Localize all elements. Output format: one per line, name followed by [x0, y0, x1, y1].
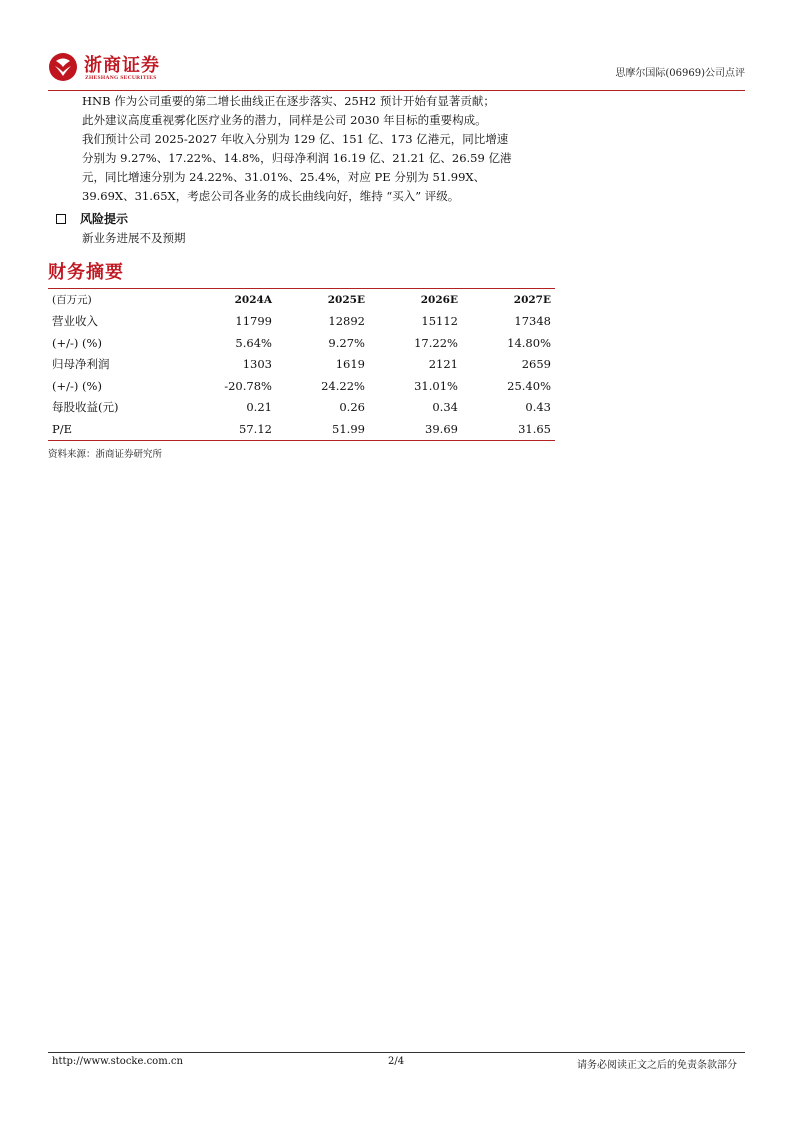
- body-line: HNB 作为公司重要的第二增长曲线正在逐步落实、25H2 预计开始有显著贡献；: [82, 94, 495, 108]
- risk-text: 新业务进展不及预期: [82, 231, 186, 245]
- table-cell: 25.40%: [507, 378, 551, 393]
- logo-emblem-icon: [48, 52, 78, 82]
- summary-paragraph: [82, 92, 552, 206]
- column-header: 2026E: [420, 293, 458, 306]
- table-cell: 39.69: [425, 421, 458, 436]
- row-label: 每股收益(元): [52, 400, 119, 415]
- logo-english-name: ZHESHANG SECURITIES: [85, 75, 157, 81]
- table-cell: 57.12: [239, 421, 272, 436]
- column-header: 2024A: [234, 293, 272, 306]
- page-footer: [48, 1052, 745, 1071]
- column-header: 2027E: [513, 293, 551, 306]
- table-cell: 12892: [328, 314, 365, 329]
- table-cell: 14.80%: [507, 335, 551, 350]
- body-line: 分别为 9.27%、17.22%、14.8%，归母净利润 16.19 亿、21.21 亿、26.59 亿港: [82, 151, 512, 165]
- column-header: 2025E: [327, 293, 365, 306]
- footer-url-link[interactable]: http://www.stocke.com.cn: [52, 1056, 183, 1067]
- footer-disclaimer: 请务必阅读正文之后的免责条款部分: [577, 1060, 737, 1071]
- table-row: [48, 418, 555, 440]
- table-cell: 51.99: [332, 421, 365, 436]
- table-cell: 1303: [242, 357, 272, 372]
- row-label: (+/-) (%): [52, 335, 102, 350]
- body-line: 元，同比增速分别为 24.22%、31.01%、25.4%，对应 PE 分别为 51.99X、: [82, 170, 486, 184]
- table-cell: 2121: [428, 357, 458, 372]
- company-logo: [48, 50, 188, 86]
- risk-section: [56, 210, 186, 245]
- table-row: [48, 375, 555, 397]
- table-row: [48, 311, 555, 333]
- table-cell: 0.43: [525, 400, 551, 415]
- table-cell: 15112: [421, 314, 458, 329]
- table-cell: 0.34: [432, 400, 458, 415]
- table-cell: 24.22%: [321, 378, 365, 393]
- column-header: (百万元): [52, 294, 92, 307]
- logo-chinese-name: 浙商证券: [84, 55, 160, 76]
- table-row: [48, 397, 555, 419]
- row-label: P/E: [52, 421, 73, 436]
- financial-summary-title: 财务摘要: [48, 262, 124, 283]
- table-row: [48, 332, 555, 354]
- table-cell: 11799: [235, 314, 272, 329]
- financial-summary-table: [48, 288, 555, 441]
- risk-heading: [56, 210, 128, 227]
- data-source-note: 资料来源：浙商证券研究所: [48, 449, 163, 460]
- row-label: 营业收入: [52, 314, 98, 329]
- table-cell: 17348: [514, 314, 551, 329]
- table-cell: 2659: [521, 357, 551, 372]
- risk-title: 风险提示: [80, 212, 129, 226]
- body-line: 39.69X、31.65X，考虑公司各业务的成长曲线向好，维持 “买入” 评级。: [82, 189, 460, 203]
- table-cell: 31.65: [518, 421, 551, 436]
- square-bullet-icon: [56, 214, 66, 224]
- table-cell: 9.27%: [328, 335, 365, 350]
- page-header: [48, 50, 745, 91]
- table-cell: 31.01%: [414, 378, 458, 393]
- body-line: 我们预计公司 2025-2027 年收入分别为 129 亿、151 亿、173 亿港元，同比增速: [82, 132, 509, 146]
- body-line: 此外建议高度重视雾化医疗业务的潜力，同样是公司 2030 年目标的重要构成。: [82, 113, 487, 127]
- table-cell: 5.64%: [235, 335, 272, 350]
- table-header-row: [48, 289, 555, 311]
- row-label: 归母净利润: [52, 357, 110, 372]
- table-cell: 17.22%: [414, 335, 458, 350]
- report-label: 思摩尔国际(06969)公司点评: [615, 68, 745, 79]
- table-row: [48, 354, 555, 376]
- table-cell: 0.26: [339, 400, 365, 415]
- table-cell: 0.21: [246, 400, 272, 415]
- row-label: (+/-) (%): [52, 378, 102, 393]
- page-number: 2/4: [388, 1056, 405, 1067]
- table-cell: 1619: [335, 357, 365, 372]
- table-cell: -20.78%: [224, 378, 272, 393]
